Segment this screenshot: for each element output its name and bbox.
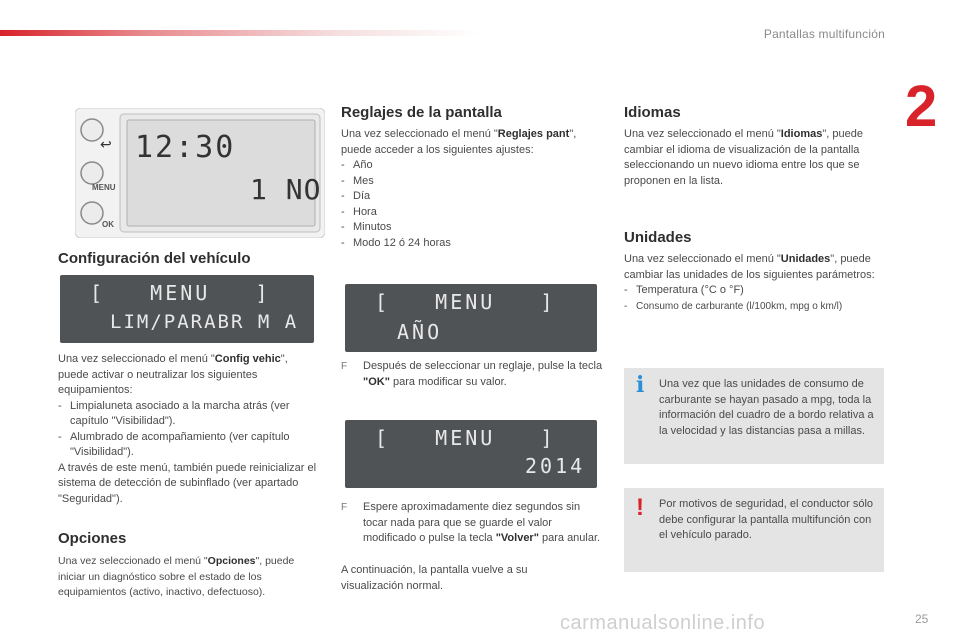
year-lcd-line2: AÑO bbox=[397, 320, 443, 344]
info-icon: i bbox=[636, 372, 645, 398]
units-item-1: - Temperatura (°C o °F) bbox=[624, 284, 744, 296]
config-lcd bbox=[60, 275, 314, 343]
setting-item: - Mes bbox=[341, 174, 374, 187]
watermark: carmanualsonline.info bbox=[560, 612, 766, 634]
value-lcd-line2: 2014 bbox=[525, 454, 586, 478]
setting-item: - Año bbox=[341, 159, 373, 171]
languages-text: Una vez seleccionado el menú "Idiomas", puede cambiar el idioma de visualización de la pantalla seleccionando un nuevo idioma entre los que se proponen en la lista. bbox=[624, 128, 863, 187]
units-title: Unidades bbox=[624, 229, 692, 246]
chapter-number: 2 bbox=[905, 74, 938, 139]
info-text: Una vez que las unidades de consumo de carburante se hayan pasado a mpg, toda la información del cuadro de a bordo relativa a la velocidad y las distancias pasa a millas. bbox=[659, 378, 874, 437]
config-text bbox=[58, 352, 320, 507]
screen-settings-outro: A continuación, la pantalla vuelve a su visualización normal. bbox=[341, 564, 528, 592]
back-icon: ↩ bbox=[100, 136, 112, 152]
value-lcd-line1: [ MENU ] bbox=[375, 426, 556, 450]
ok-key-label: OK bbox=[102, 220, 114, 229]
config-intro: Una vez seleccionado el menú "Config vehic", puede activar o neutralizar los siguientes equipamientos: bbox=[58, 353, 288, 396]
languages-title: Idiomas bbox=[624, 104, 681, 121]
setting-item: - Modo 12 ó 24 horas bbox=[341, 236, 451, 249]
warning-box bbox=[624, 488, 884, 572]
radio-line-display: 1 NO bbox=[250, 173, 322, 206]
page-number: 25 bbox=[915, 612, 929, 626]
info-box bbox=[624, 368, 884, 464]
units-text: Una vez seleccionado el menú "Unidades", puede cambiar las unidades de los siguientes parámetros: - Temperatura (°C o °F) - Consumo de carburante (l/100km, mpg o km/l) bbox=[624, 252, 886, 314]
value-lcd bbox=[345, 420, 597, 488]
warning-text: Por motivos de seguridad, el conductor sólo debe configurar la pantalla multifunción con el vehículo parado. bbox=[659, 498, 874, 541]
chapter-title: Pantallas multifunción bbox=[763, 27, 885, 41]
header-accent-bar bbox=[0, 30, 480, 36]
menu-key-label: MENU bbox=[92, 183, 116, 192]
year-lcd bbox=[345, 284, 597, 352]
setting-item: - Día bbox=[341, 190, 371, 202]
options-title: Opciones bbox=[58, 530, 127, 547]
setting-item: - Minutos bbox=[341, 221, 392, 233]
config-lcd-line2: LIM/PARABR M A bbox=[110, 311, 299, 333]
screen-settings-title: Reglajes de la pantalla bbox=[341, 104, 502, 121]
year-lcd-line1: [ MENU ] bbox=[375, 290, 556, 314]
warning-icon: ! bbox=[636, 494, 644, 521]
screen-settings-text: Una vez seleccionado el menú "Reglajes pant", puede acceder a los siguientes ajustes: - Año - Mes - Día - Hora - Minutos - Modo 12 ó 24 horas bbox=[341, 127, 603, 251]
config-lcd-line1: [ MENU ] bbox=[90, 281, 271, 305]
setting-item: - Hora bbox=[341, 205, 377, 218]
config-item-2: - Alumbrado de acompañamiento (ver capítulo "Visibilidad"). bbox=[58, 430, 290, 458]
clock-display: 12:30 bbox=[135, 130, 236, 165]
units-item-2: - Consumo de carburante (l/100km, mpg o km/l) bbox=[624, 300, 843, 312]
step-2: F Espere aproximadamente diez segundos sin tocar nada para que se guarde el valor modificado o pulse la tecla "Volver" para anular. bbox=[341, 501, 601, 544]
step-1: F Después de seleccionar un reglaje, pulse la tecla "OK" para modificar su valor. bbox=[341, 360, 603, 388]
config-item-1: - Limpialuneta asociado a la marcha atrás (ver capítulo "Visibilidad"). bbox=[58, 399, 290, 427]
config-title: Configuración del vehículo bbox=[58, 250, 251, 267]
radio-panel-illustration bbox=[75, 108, 325, 238]
config-outro: A través de este menú, también puede reinicializar el sistema de detección de subinflado (ver apartado "Seguridad"). bbox=[58, 461, 317, 505]
options-text: Una vez seleccionado el menú "Opciones", puede iniciar un diagnóstico sobre el estado de los equipamientos (activo, inactivo, defectuoso). bbox=[58, 555, 295, 598]
